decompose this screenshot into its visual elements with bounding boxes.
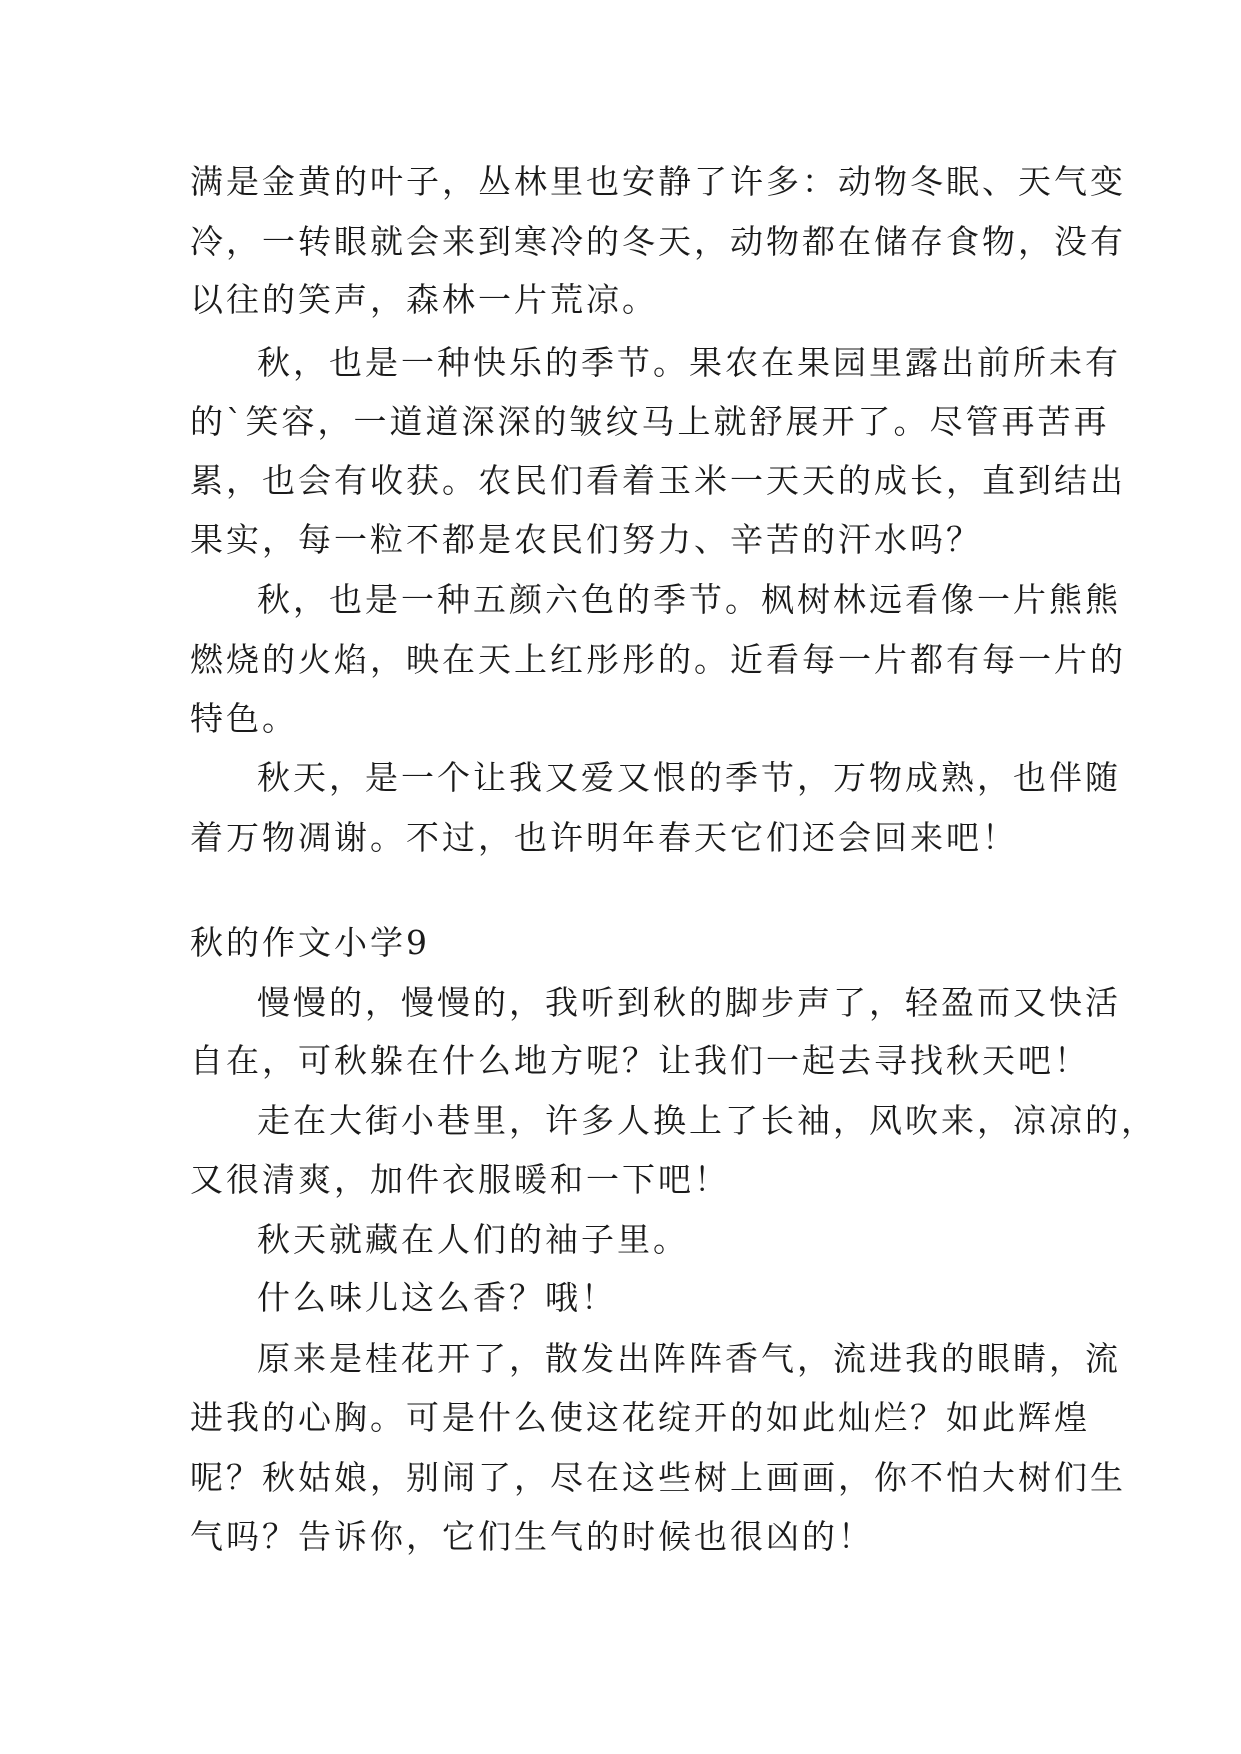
text-line: 燃烧的火焰，映在天上红彤彤的。近看每一片都有每一片的 xyxy=(190,640,1126,679)
text-line: 气吗？告诉你，它们生气的时候也很凶的！ xyxy=(190,1517,874,1556)
text-line: 进我的心胸。可是什么使这花绽开的如此灿烂？如此辉煌 xyxy=(190,1398,1090,1437)
text-line: 满是金黄的叶子，丛林里也安静了许多：动物冬眠、天气变 xyxy=(190,162,1126,201)
text-line: 特色。 xyxy=(190,699,298,738)
text-line: 又很清爽，加件衣服暖和一下吧！ xyxy=(190,1160,730,1199)
text-line: 原来是桂花开了，散发出阵阵香气，流进我的眼睛，流 xyxy=(257,1339,1121,1378)
text-line: 什么味儿这么香？哦！ xyxy=(257,1278,617,1317)
text-line: 以往的笑声，森林一片荒凉。 xyxy=(190,280,658,319)
text-line: 秋天就藏在人们的袖子里。 xyxy=(257,1220,689,1259)
text-line: 着万物凋谢。不过，也许明年春天它们还会回来吧！ xyxy=(190,818,1018,857)
text-line: 走在大街小巷里，许多人换上了长袖，风吹来，凉凉的， xyxy=(257,1101,1157,1140)
text-line: 慢慢的，慢慢的，我听到秋的脚步声了，轻盈而又快活 xyxy=(257,983,1121,1022)
text-line: 累，也会有收获。农民们看着玉米一天天的成长，直到结出 xyxy=(190,461,1126,500)
section-title: 秋的作文小学9 xyxy=(190,923,430,962)
text-line: 自在，可秋躲在什么地方呢？让我们一起去寻找秋天吧！ xyxy=(190,1041,1090,1080)
text-line: 呢？秋姑娘，别闹了，尽在这些树上画画，你不怕大树们生 xyxy=(190,1458,1126,1497)
text-line: 秋，也是一种快乐的季节。果农在果园里露出前所未有 xyxy=(257,343,1121,382)
text-line: 冷，一转眼就会来到寒冷的冬天，动物都在储存食物，没有 xyxy=(190,222,1126,261)
text-line: 果实，每一粒不都是农民们努力、辛苦的汗水吗？ xyxy=(190,520,982,559)
text-line: 秋天，是一个让我又爱又恨的季节，万物成熟，也伴随 xyxy=(257,758,1121,797)
text-line: 的`笑容，一道道深深的皱纹马上就舒展开了。尽管再苦再 xyxy=(190,402,1110,441)
text-line: 秋，也是一种五颜六色的季节。枫树林远看像一片熊熊 xyxy=(257,580,1121,619)
